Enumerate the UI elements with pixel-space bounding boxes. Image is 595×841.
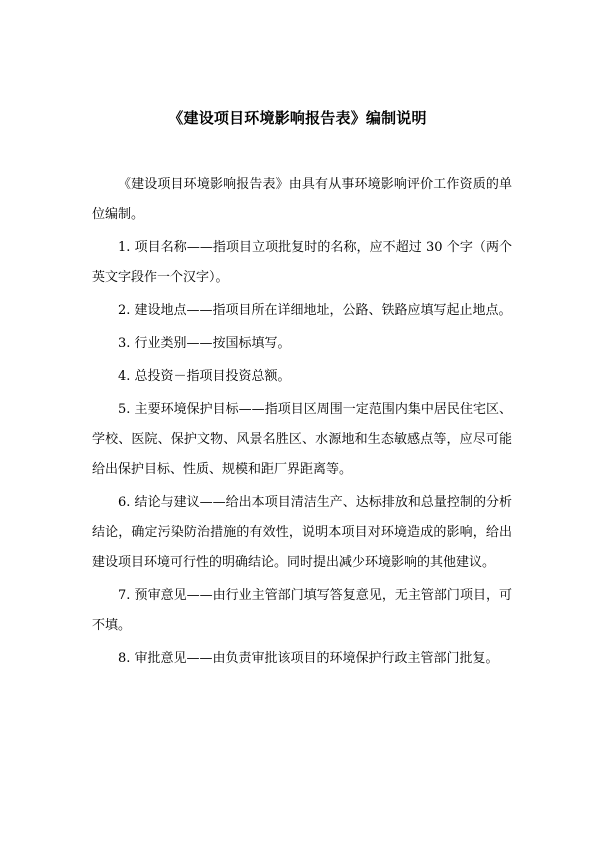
paragraph-item-4: 4. 总投资－指项目投资总额。 (118, 369, 291, 384)
document-body (92, 170, 512, 677)
paragraph-item-7: 7. 预审意见——由行业主管部门填写答复意见，无主管部门项目，可不填。 (92, 588, 512, 633)
paragraph-item-5: 5. 主要环境保护目标——指项目区周围一定范围内集中居民住宅区、学校、医院、保护文物、风景名胜区、水源地和生态敏感点等，应尽可能给出保护目标、性质、规模和距厂界距离等。 (92, 402, 512, 477)
paragraph-item-2: 2. 建设地点——指项目所在详细地址，公路、铁路应填写起止地点。 (118, 303, 512, 318)
paragraph-item-8: 8. 审批意见——由负责审批该项目的环境保护行政主管部门批复。 (118, 651, 499, 666)
paragraph-intro: 《建设项目环境影响报告表》由具有从事环境影响评价工作资质的单位编制。 (92, 177, 512, 222)
document-title: 《建设项目环境影响报告表》编制说明 (168, 109, 427, 127)
paragraph-item-3: 3. 行业类别——按国标填写。 (118, 336, 291, 351)
paragraph-item-6: 6. 结论与建议——给出本项目清洁生产、达标排放和总量控制的分析结论，确定污染防治措施的有效性，说明本项目对环境造成的影响，给出建设项目环境可行性的明确结论。同时提出减少环境影响的其他建议。 (92, 495, 512, 570)
paragraph-item-1: 1. 项目名称——指项目立项批复时的名称，应不超过 30 个字（两个英文字段作一个汉字）。 (92, 240, 512, 285)
